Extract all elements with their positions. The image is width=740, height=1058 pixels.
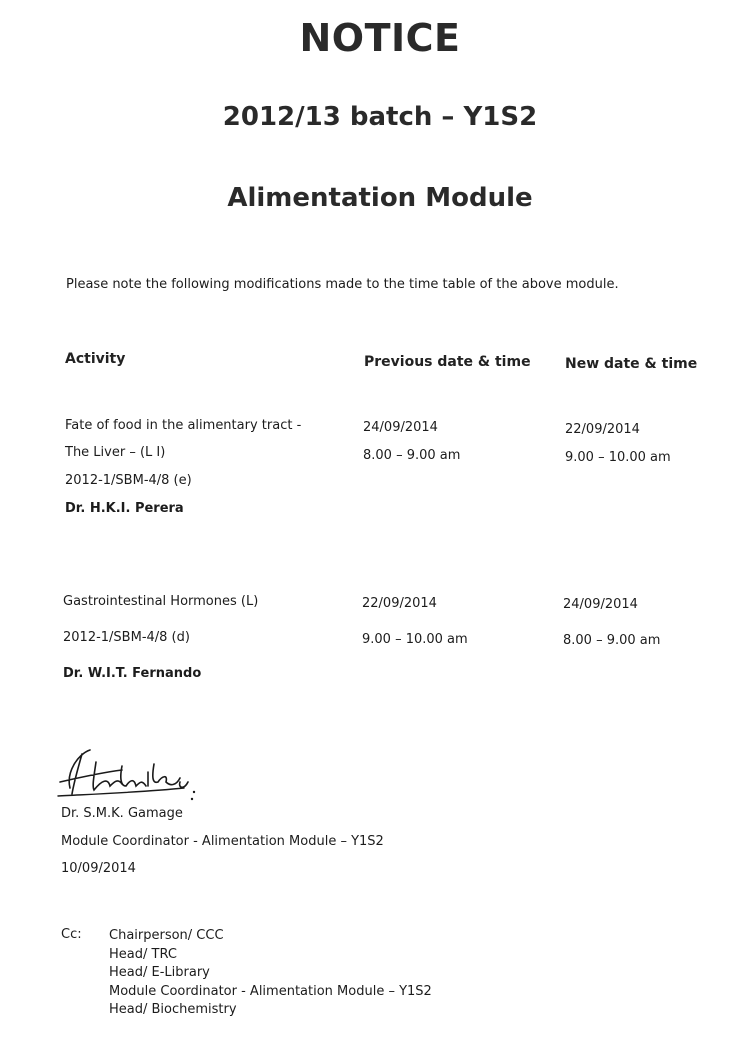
cc-item: Head/ Biochemistry [109, 1002, 237, 1017]
previous-date: 22/09/2014 [362, 596, 437, 611]
lecturer-name: Dr. H.K.I. Perera [65, 501, 184, 516]
activity-line: The Liver – (L I) [65, 445, 166, 460]
signatory-role: Module Coordinator - Alimentation Module – Y1S2 [61, 834, 384, 849]
activity-line: Fate of food in the alimentary tract - [65, 418, 302, 433]
activity-line: 2012-1/SBM-4/8 (e) [65, 473, 192, 488]
new-time: 8.00 – 9.00 am [563, 633, 661, 648]
module-heading: Alimentation Module [227, 183, 533, 213]
cc-item: Head/ TRC [109, 946, 177, 962]
previous-time: 8.00 – 9.00 am [363, 448, 461, 463]
handwritten-signature [56, 742, 206, 804]
new-date: 24/09/2014 [563, 597, 638, 612]
signatory-name: Dr. S.M.K. Gamage [61, 806, 183, 821]
cc-item: Head/ E-Library [109, 965, 210, 980]
intro-text: Please note the following modifications made to the time table of the above module. [66, 277, 619, 292]
notice-title: NOTICE [299, 16, 461, 60]
column-header-activity: Activity [65, 351, 126, 367]
notice-date: 10/09/2014 [61, 861, 136, 876]
batch-heading: 2012/13 batch – Y1S2 [222, 102, 538, 132]
cc-list [109, 927, 432, 1020]
column-header-previous: Previous date & time [364, 354, 531, 370]
lecturer-name: Dr. W.I.T. Fernando [63, 666, 202, 681]
cc-label: Cc: [61, 927, 82, 942]
new-time: 9.00 – 10.00 am [565, 450, 671, 465]
cc-item: Chairperson/ CCC [109, 928, 224, 943]
column-header-new: New date & time [565, 356, 698, 372]
cc-item: Module Coordinator - Alimentation Module – Y1S2 [109, 983, 432, 999]
previous-date: 24/09/2014 [363, 420, 438, 435]
new-date: 22/09/2014 [565, 422, 640, 437]
activity-line: 2012-1/SBM-4/8 (d) [63, 630, 190, 645]
activity-line: Gastrointestinal Hormones (L) [63, 594, 259, 609]
previous-time: 9.00 – 10.00 am [362, 632, 468, 647]
